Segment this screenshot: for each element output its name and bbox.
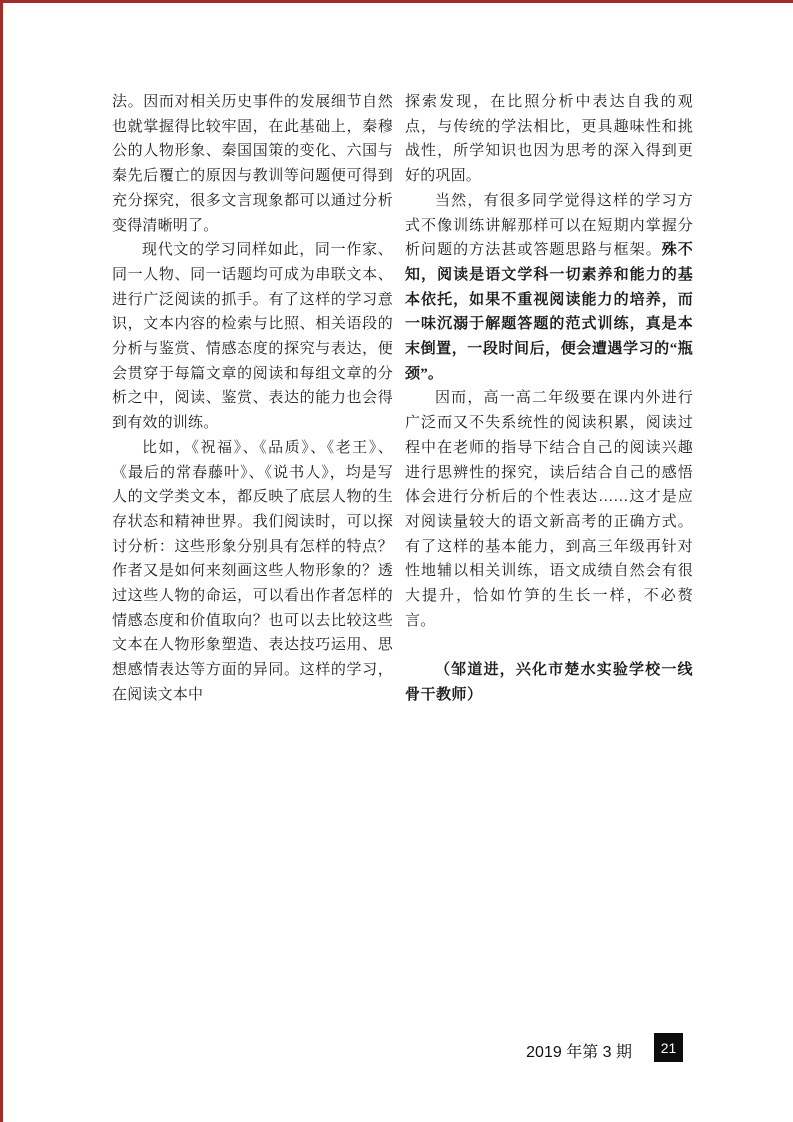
emphasis-text: （邹道进，兴化市楚水实验学校一线骨干教师）: [405, 661, 693, 704]
text-column-right: [405, 90, 693, 708]
paragraph: [405, 90, 693, 189]
body-text: 探索发现，在比照分析中表达自我的观点，与传统的学法相比，更具趣味性和挑战性，所学知识也因为思考的深入得到更好的巩固。: [405, 94, 693, 185]
page-edge-top-line: [0, 0, 793, 3]
paragraph: [405, 386, 693, 633]
body-text: 法。因而对相关历史事件的发展细节自然也就掌握得比较牢固，在此基础上，秦穆公的人物形象、秦国国策的变化、六国与秦先后覆亡的原因与教训等问题便可得到充分探究，很多文言现象都可以通过分析变得清晰明了。: [112, 94, 393, 234]
paragraph: [112, 90, 393, 238]
body-text: 因而，高一高二年级要在课内外进行广泛而又不失系统性的阅读积累，阅读过程中在老师的指导下结合自己的阅读兴趣进行思辨性的探究，读后结合自己的感悟体会进行分析后的个性表达……这才是应对阅读量较大的语文新高考的正确方式。有了这样的基本能力，到高三年级再针对性地辅以相关训练，语文成绩自然会有很大提升，恰如竹笋的生长一样，不必赘言。: [405, 390, 693, 629]
issue-label: 2019 年第 3 期: [526, 1044, 632, 1061]
page-footer: [0, 1033, 793, 1063]
author-note: [405, 658, 693, 707]
paragraph: [405, 189, 693, 387]
body-text: 比如，《祝福》、《品质》、《老王》、《最后的常春藤叶》、《说书人》，均是写人的文学类文本，都反映了底层人物的生存状态和精神世界。我们阅读时，可以探讨分析：这些形象分别具有怎样的特点？作者又是如何来刻画这些人物形象的？透过这些人物的命运，可以看出作者怎样的情感态度和价值取向？也可以去比较这些文本在人物形象塑造、表达技巧运用、思想感情表达等方面的异同。这样的学习，在阅读文本中: [112, 439, 393, 703]
body-text: 当然，有很多同学觉得这样的学习方式不像训练讲解那样可以在短期内掌握分析问题的方法甚或答题思路与框架。: [405, 192, 693, 259]
page-number: 21: [660, 1039, 677, 1056]
page-edge-left-line: [0, 0, 3, 1122]
emphasis-text: 殊不知，阅读是语文学科一切素养和能力的基本依托，如果不重视阅读能力的培养，而一味沉溺于解题答题的范式训练，真是本末倒置，一段时间后，便会遭遇学习的“瓶颈”。: [405, 242, 693, 382]
paragraph: [112, 436, 393, 708]
text-column-left: [112, 90, 393, 708]
body-text: 现代文的学习同样如此，同一作家、同一人物、同一话题均可成为串联文本、进行广泛阅读的抓手。有了这样的学习意识，文本内容的检索与比照、相关语段的分析与鉴赏、情感态度的探究与表达，便会贯穿于每篇文章的阅读和每组文章的分析之中，阅读、鉴赏、表达的能力也会得到有效的训练。: [112, 242, 393, 432]
page-number-badge: [654, 1033, 683, 1062]
paragraph: [112, 238, 393, 436]
